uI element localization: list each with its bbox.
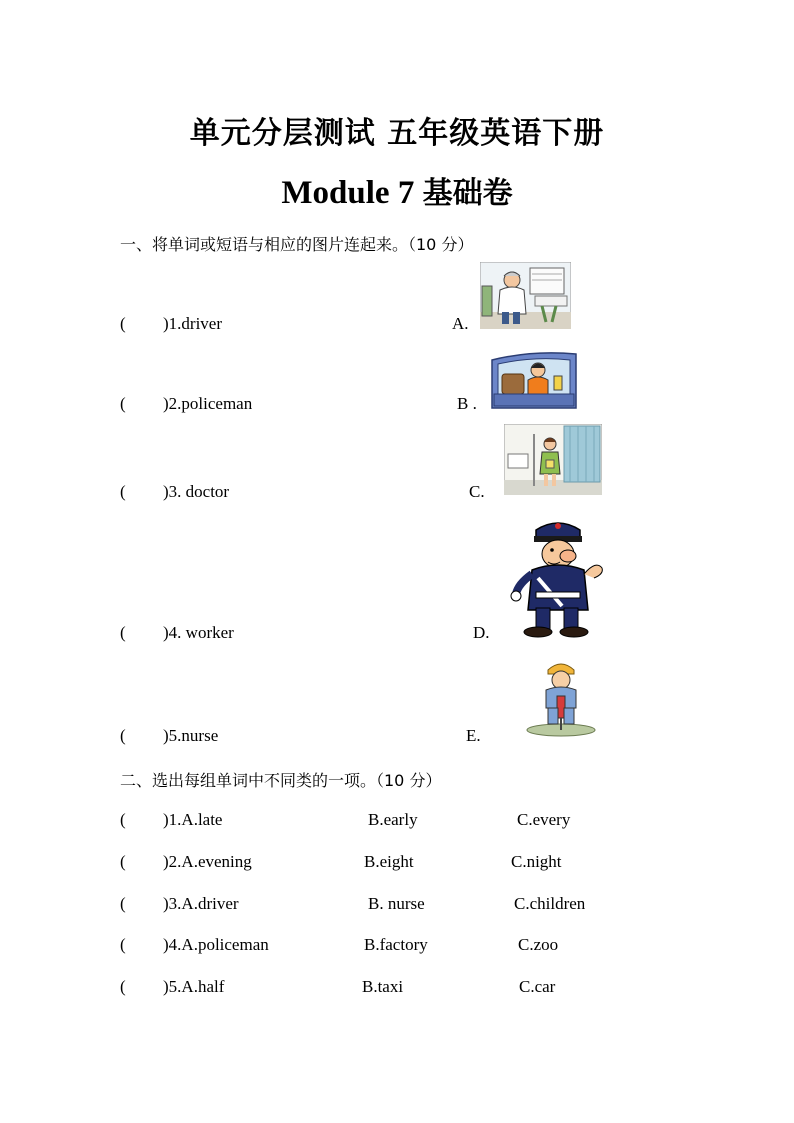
page-title: 单元分层测试 五年级英语下册 — [189, 116, 605, 151]
match-item-5: )5.nurse — [163, 726, 219, 745]
question-1-option-b: B.early — [368, 810, 418, 829]
policeman-picture — [508, 512, 606, 638]
question-5-option-a: )5.A.half — [163, 977, 225, 996]
option-letter-a: A. — [452, 314, 469, 333]
match-item-1: )1.driver — [163, 314, 223, 333]
answer-bracket-s2-5: ( — [120, 977, 126, 996]
question-2-option-c: C.night — [511, 852, 562, 871]
section-1-heading: 一、将单词或短语与相应的图片连起来。（10 分） — [120, 235, 474, 254]
match-item-3: )3. doctor — [163, 482, 230, 501]
paper-type-label: 基础卷 — [422, 176, 513, 211]
doctor-picture — [480, 262, 571, 329]
nurse-picture — [504, 424, 602, 495]
option-letter-b: B . — [457, 394, 477, 413]
driver-picture — [490, 348, 578, 409]
section-2-heading: 二、选出每组单词中不同类的一项。（10 分） — [120, 771, 442, 790]
option-letter-d: D. — [473, 623, 490, 642]
answer-bracket-3: ( — [120, 482, 126, 501]
question-2-option-b: B.eight — [364, 852, 414, 871]
module-label: Module 7 — [281, 175, 415, 211]
match-item-2: )2.policeman — [163, 394, 253, 413]
question-3-option-b: B. nurse — [368, 894, 425, 913]
question-4-option-b: B.factory — [364, 935, 428, 954]
question-5-option-b: B.taxi — [362, 977, 404, 996]
question-3-option-a: )3.A.driver — [163, 894, 239, 913]
option-letter-e: E. — [466, 726, 481, 745]
option-letter-c: C. — [469, 482, 485, 501]
answer-bracket-4: ( — [120, 623, 126, 642]
question-2-option-a: )2.A.evening — [163, 852, 252, 871]
answer-bracket-s2-2: ( — [120, 852, 126, 871]
question-1-option-c: C.every — [517, 810, 571, 829]
question-4-option-a: )4.A.policeman — [163, 935, 269, 954]
question-3-option-c: C.children — [514, 894, 586, 913]
answer-bracket-s2-1: ( — [120, 810, 126, 829]
answer-bracket-1: ( — [120, 314, 126, 333]
match-item-4: )4. worker — [163, 623, 234, 642]
question-5-option-c: C.car — [519, 977, 556, 996]
answer-bracket-5: ( — [120, 726, 126, 745]
answer-bracket-2: ( — [120, 394, 126, 413]
question-4-option-c: C.zoo — [518, 935, 559, 954]
answer-bracket-s2-4: ( — [120, 935, 126, 954]
worker-picture — [524, 658, 598, 738]
answer-bracket-s2-3: ( — [120, 894, 126, 913]
question-1-option-a: )1.A.late — [163, 810, 223, 829]
page-subtitle — [0, 168, 794, 212]
